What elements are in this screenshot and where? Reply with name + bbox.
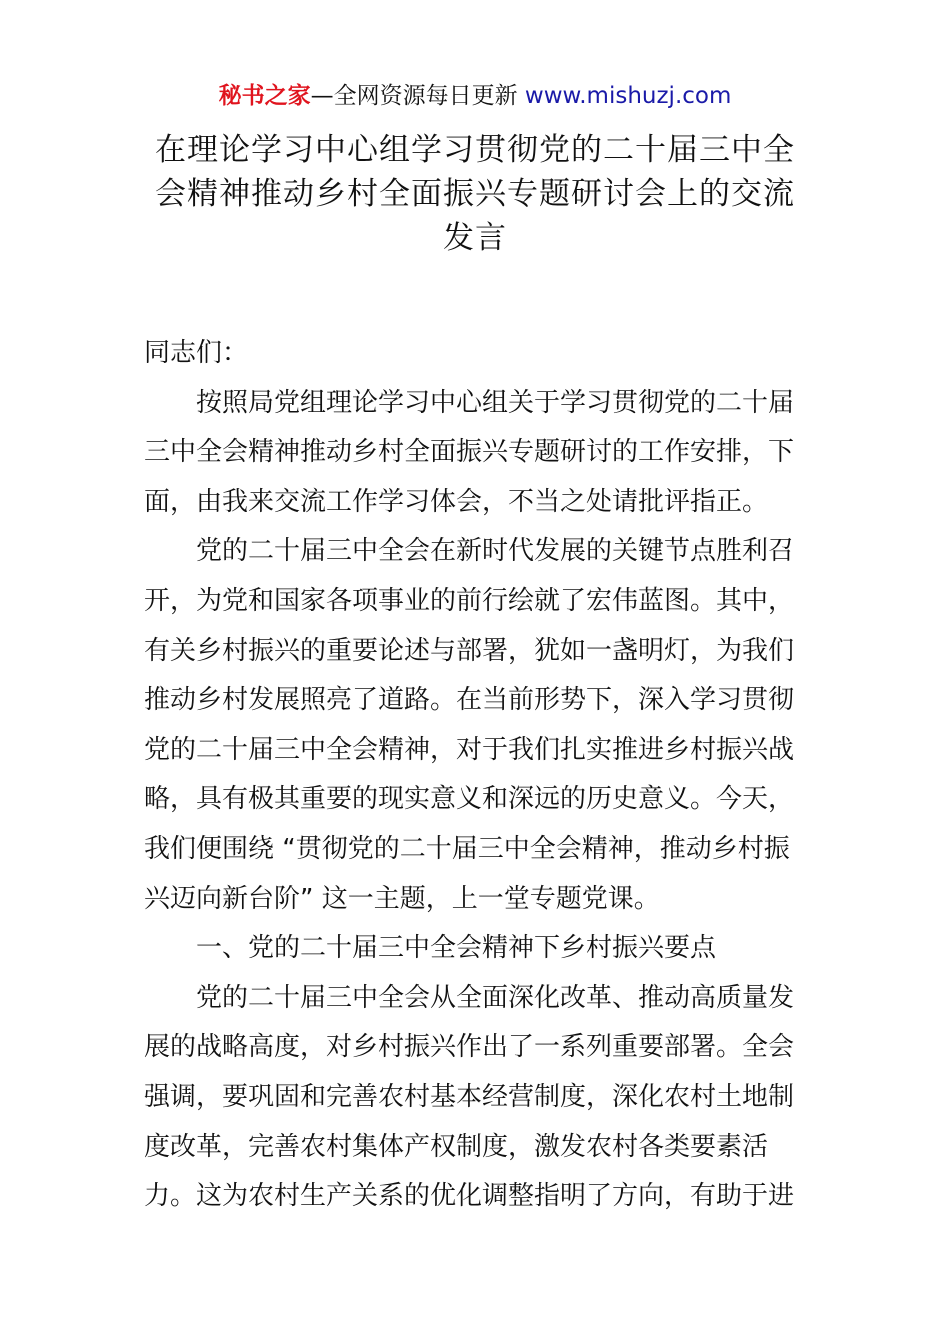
document-body (144, 329, 824, 1222)
body-line: 兴迈向新台阶” 这一主题，上一堂专题党课。 (144, 883, 660, 914)
header-separator: — (310, 83, 334, 109)
body-line: 略，具有极其重要的现实意义和深远的历史意义。今天， (144, 784, 795, 815)
brand-name: 秘书之家 (218, 83, 311, 109)
body-line: 党的二十届三中全会精神，对于我们扎实推进乡村振兴战 (144, 734, 795, 765)
title-line: 在理论学习中心组学习贯彻党的二十届三中全 (155, 132, 795, 168)
document-title (130, 128, 820, 260)
body-line: 三中全会精神推动乡村全面振兴专题研讨的工作安排，下 (144, 437, 795, 468)
body-line: 度改革，完善农村集体产权制度，激发农村各类要素活 (144, 1131, 769, 1162)
body-line: 推动乡村发展照亮了道路。在当前形势下，深入学习贯彻 (144, 685, 795, 716)
body-line: 展的战略高度，对乡村振兴作出了一系列重要部署。全会 (144, 1032, 795, 1063)
section-heading: 一、党的二十届三中全会精神下乡村振兴要点 (196, 933, 717, 964)
salutation: 同志们： (144, 338, 249, 368)
title-line: 发言 (443, 220, 507, 256)
body-line: 有关乡村振兴的重要论述与部署，犹如一盏明灯，为我们 (144, 635, 795, 666)
body-line: 党的二十届三中全会在新时代发展的关键节点胜利召 (196, 536, 795, 567)
header-tagline: 全网资源每日更新 (333, 83, 518, 109)
site-url-link[interactable]: www.mishuzj.com (524, 83, 732, 109)
body-line: 强调，要巩固和完善农村基本经营制度，深化农村土地制 (144, 1081, 795, 1112)
body-line: 开，为党和国家各项事业的前行绘就了宏伟蓝图。其中， (144, 585, 795, 616)
title-line: 会精神推动乡村全面振兴专题研讨会上的交流 (155, 176, 795, 212)
body-line: 我们便围绕 “贯彻党的二十届三中全会精神，推动乡村振 (144, 833, 790, 864)
body-line: 按照局党组理论学习中心组关于学习贯彻党的二十届 (196, 387, 795, 418)
body-line: 力。这为农村生产关系的优化调整指明了方向，有助于进 (144, 1181, 795, 1212)
body-line: 面，由我来交流工作学习体会，不当之处请批评指正。 (144, 486, 769, 517)
body-line: 党的二十届三中全会从全面深化改革、推动高质量发 (196, 982, 795, 1013)
site-header (0, 80, 950, 112)
